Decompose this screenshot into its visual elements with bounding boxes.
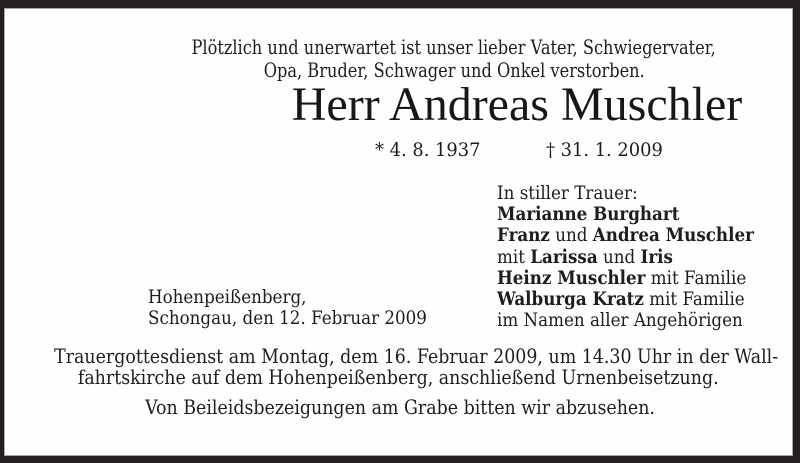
condolence-note: Von Beileidsbezeigungen am Grabe bitten wir abzusehen.: [145, 395, 655, 419]
service-line-2: fahrtskirche auf dem Hohenpeißenberg, anschließend Urnenbeisetzung.: [77, 365, 719, 390]
intro-line-1: Plötzlich und unerwartet ist unser lieber Vater, Schwiegervater,: [191, 35, 717, 59]
service-line-1: Trauergottesdienst am Montag, dem 16. Februar 2009, um 14.30 Uhr in der Wall-: [54, 344, 779, 368]
service-info: [0, 346, 796, 388]
place-date-block: [148, 287, 465, 329]
place-line-2: Schongau, den 12. Februar 2009: [148, 307, 427, 330]
birth-date: * 4. 8. 1937: [375, 139, 481, 161]
death-date: † 31. 1. 2009: [546, 139, 663, 161]
mourner-line: Franz und Andrea Muschler: [497, 224, 754, 247]
mourner-line: Walburga Kratz mit Familie: [497, 288, 745, 311]
mourners-block: [497, 183, 789, 331]
deceased-name: [234, 80, 800, 130]
mourner-line: Heinz Muschler mit Familie: [497, 266, 747, 289]
mourner-line: Marianne Burghart: [497, 203, 680, 226]
mourning-heading: In stiller Trauer:: [497, 182, 638, 204]
intro-text: [108, 36, 800, 82]
mourner-line: im Namen aller Angehörigen: [497, 309, 743, 332]
deceased-name-text: Herr Andreas Muschler: [291, 78, 743, 131]
place-line-1: Hohenpeißenberg,: [148, 286, 307, 308]
intro-line-2: Opa, Bruder, Schwager und Onkel verstorben.: [263, 58, 645, 82]
mourner-line: mit Larissa und Iris: [497, 245, 673, 268]
